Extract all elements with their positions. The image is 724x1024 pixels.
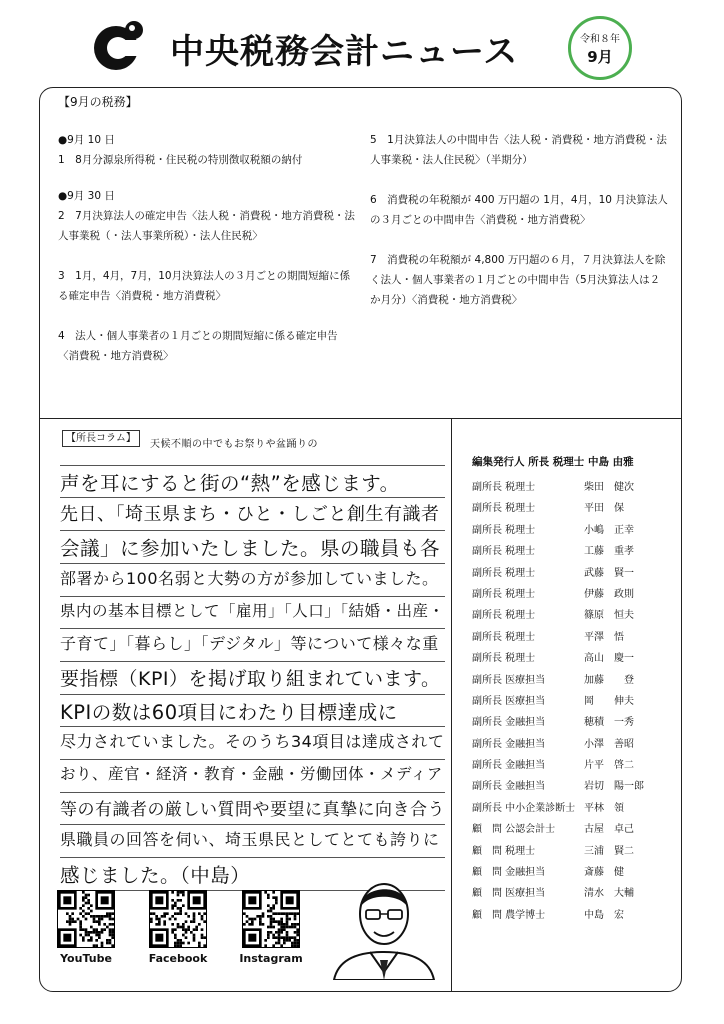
staff-row [472, 712, 682, 733]
staff-name: 斎藤 健 [584, 867, 624, 879]
staff-role: 顧 問 税理士 [472, 845, 536, 857]
column-ruled-line [60, 497, 445, 498]
staff-role: 副所長 医療担当 [472, 674, 546, 686]
tax-section-title: 【9月の税務】 [58, 95, 138, 109]
staff-name: 小嶋 正幸 [584, 524, 634, 536]
staff-name: 加藤 登 [584, 674, 634, 686]
staff-name: 三浦 賢二 [584, 845, 634, 857]
staff-row [472, 520, 682, 541]
column-label-text: 所長コラム [76, 433, 126, 444]
instagram-label: Instagram [239, 952, 303, 965]
column-line: 子育て」「暮らし」「デジタル」等について様々な重 [60, 634, 439, 654]
staff-row [472, 883, 682, 904]
issue-badge [568, 16, 632, 80]
staff-name: 古屋 卓己 [584, 824, 634, 836]
tax-date: ●9月 10 日 [58, 134, 115, 146]
staff-name: 岩切 陽一郎 [584, 781, 644, 793]
column-ruled-line [60, 530, 445, 531]
staff-name: 篠原 恒夫 [584, 610, 634, 622]
newsletter-title: 中央税務会計ニュース [170, 32, 519, 72]
staff-row [472, 498, 682, 519]
staff-role: 副所長 税理士 [472, 631, 536, 643]
column-line: 会議」に参加いたしました。県の職員も各 [60, 537, 441, 561]
column-line: 県内の基本目標として「雇用」「人口」「結婚・出産・ [60, 601, 445, 620]
staff-name: 高山 慶一 [584, 653, 634, 665]
tax-item: 7 消費税の年税額が 4,800 万円超の６月，７月決算法人を除く法人・個人事業者の１月ごとの中間申告（5月決算法人は２か月分）〈消費税・地方消費税〉 [370, 254, 666, 306]
tax-item: 2 7月決算法人の確定申告〈法人税・消費税・地方消費税・法人事業税（・法人事業所税）・法人住民税〉 [58, 210, 355, 242]
column-ruled-line [60, 661, 445, 662]
staff-row [472, 905, 682, 926]
column-line: 等の有識者の厳しい質問や要望に真摯に向き合う [60, 799, 445, 820]
column-ruled-line [60, 792, 445, 793]
column-line: KPIの数は60項目にわたり目標達成に [60, 700, 398, 724]
staff-name: 中島 宏 [584, 909, 624, 921]
column-ruled-line [60, 759, 445, 760]
column-line: 先日、「埼玉県まち・ひと・しごと創生有識者 [60, 504, 440, 526]
column-label: 【所長コラム】 [62, 430, 140, 447]
tax-item: 1 8月分源泉所得税・住民税の特別徴収税額の納付 [58, 154, 303, 166]
column-line: 声を耳にすると街の“熱”を感じます。 [60, 471, 400, 495]
column-line: 天候不順の中でもお祭りや盆踊りの [150, 439, 318, 450]
column-ruled-line [60, 857, 445, 858]
divider-vertical [451, 419, 452, 991]
staff-row [472, 734, 682, 755]
instagram-qr-code[interactable] [242, 890, 300, 948]
staff-row [472, 584, 682, 605]
staff-role: 顧 問 医療担当 [472, 888, 546, 900]
column-ruled-line [60, 563, 445, 564]
staff-role: 副所長 金融担当 [472, 738, 546, 750]
column-line: 感じました。（中島） [60, 864, 251, 888]
column-ruled-line [60, 596, 445, 597]
staff-role: 副所長 金融担当 [472, 717, 546, 729]
column-line: 部署から100名弱と大勢の方が参加していました。 [60, 568, 439, 588]
issue-year: 令和８年 [580, 34, 620, 45]
staff-role: 副所長 中小企業診断士 [472, 802, 576, 814]
divider-horizontal [40, 418, 681, 419]
staff-row [472, 862, 682, 883]
staff-role: 副所長 税理士 [472, 653, 536, 665]
staff-role: 副所長 税理士 [472, 567, 536, 579]
tax-item: 5 1月決算法人の中間申告〈法人税・消費税・地方消費税・法人事業税・法人住民税〉（半期分） [370, 134, 667, 166]
staff-name: 伊藤 政則 [584, 588, 634, 600]
column-line: 要指標（KPI）を掲げ取り組まれています。 [60, 667, 441, 690]
staff-row [472, 691, 682, 712]
staff-row [472, 755, 682, 776]
staff-role: 副所長 税理士 [472, 482, 536, 493]
staff-role: 副所長 金融担当 [472, 781, 546, 793]
staff-name: 武藤 賢一 [584, 567, 634, 579]
tax-left-column [58, 130, 358, 366]
facebook-label: Facebook [148, 952, 208, 965]
staff-name: 柴田 健次 [584, 482, 634, 493]
column-ruled-line [60, 824, 445, 825]
column-ruled-line [60, 628, 445, 629]
staff-name: 片平 啓二 [584, 760, 634, 772]
staff-role: 副所長 税理士 [472, 524, 536, 536]
staff-role: 副所長 税理士 [472, 610, 536, 622]
staff-name: 小澤 善昭 [584, 738, 634, 750]
column-line: 県職員の回答を伺い、埼玉県民としてとても誇りに [60, 830, 440, 850]
staff-list [472, 454, 682, 926]
staff-name: 平田 保 [584, 503, 624, 515]
staff-row [472, 776, 682, 797]
youtube-qr-code[interactable] [57, 890, 115, 948]
column-body [60, 432, 445, 890]
facebook-qr-code[interactable] [149, 890, 207, 948]
staff-name: 岡 伸夫 [584, 695, 634, 707]
staff-row [472, 798, 682, 819]
staff-role: 副所長 税理士 [472, 546, 536, 558]
staff-header: 編集発行人 所長 税理士 中島 由雅 [472, 456, 634, 468]
column-line: 尽力されていました。そのうち34項目は達成されて [60, 732, 445, 752]
staff-row [472, 841, 682, 862]
staff-row [472, 819, 682, 840]
staff-row [472, 605, 682, 626]
column-ruled-line [60, 726, 445, 727]
issue-month: 9月 [587, 48, 613, 66]
company-logo [88, 14, 152, 78]
staff-role: 副所長 税理士 [472, 588, 536, 600]
tax-item: 6 消費税の年税額が 400 万円超の 1月，4月，10 月決算法人の３月ごとの中間申告〈消費税・地方消費税〉 [370, 194, 668, 226]
tax-item: 4 法人・個人事業者の１月ごとの期間短縮に係る確定申告〈消費税・地方消費税〉 [58, 330, 338, 362]
staff-role: 副所長 医療担当 [472, 695, 546, 707]
staff-name: 穂積 一秀 [584, 717, 634, 729]
staff-row [472, 670, 682, 691]
tax-item: 3 1月，4月，7月，10月決算法人の３月ごとの期間短縮に係る確定申告〈消費税・地方消費税〉 [58, 270, 351, 302]
staff-role: 副所長 税理士 [472, 503, 536, 515]
staff-name: 平林 領 [584, 802, 624, 814]
tax-right-column [370, 130, 670, 310]
staff-row [472, 541, 682, 562]
staff-name: 工藤 重孝 [584, 546, 634, 558]
tax-date: ●9月 30 日 [58, 190, 115, 202]
staff-name: 清水 大輔 [584, 888, 634, 900]
director-portrait [330, 868, 438, 980]
staff-role: 顧 問 農学博士 [472, 909, 546, 921]
staff-role: 副所長 金融担当 [472, 760, 546, 772]
column-ruled-line [60, 694, 445, 695]
column-line: おり、産官・経済・教育・金融・労働団体・メディア [60, 765, 443, 783]
youtube-label: YouTube [60, 952, 112, 965]
staff-row [472, 648, 682, 669]
column-ruled-line [60, 465, 445, 466]
staff-name: 平澤 悟 [584, 631, 624, 643]
staff-role: 顧 問 金融担当 [472, 867, 546, 879]
staff-row [472, 563, 682, 584]
staff-row [472, 477, 682, 498]
staff-row [472, 627, 682, 648]
staff-role: 顧 問 公認会計士 [472, 824, 556, 836]
